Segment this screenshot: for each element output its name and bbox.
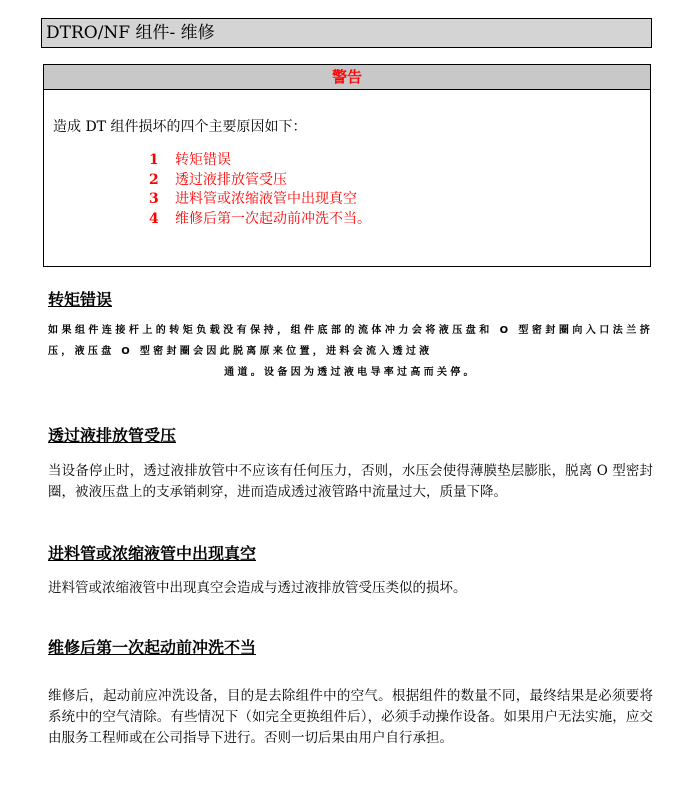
reason-number: 3 bbox=[149, 191, 159, 207]
warning-box bbox=[43, 64, 651, 267]
reason-item bbox=[149, 190, 371, 210]
page-title: DTRO/NF 组件- 维修 bbox=[46, 23, 215, 43]
reason-number: 4 bbox=[149, 210, 159, 227]
section-text-torque-line2: 通道。设备因为透过液电导率过高而关停。 bbox=[224, 367, 477, 378]
section-text-vacuum: 进料管或浓缩液管中出现真空会造成与透过液排放管受压类似的损坏。 bbox=[48, 580, 467, 596]
section-heading-flushing: 维修后第一次起动前冲洗不当 bbox=[48, 638, 257, 657]
reason-text: 进料管或浓缩液管中出现真空 bbox=[175, 191, 357, 207]
section-text-flushing: 维修后，起动前应冲洗设备，目的是去除组件中的空气。根据组件的数量不同，最终结果是必须要将系统中的空气清除。有些情况下（如完全更换组件后），必须手动操作设备。如果用户无法实施，应交由服务工程师或在公司指导下进行。否则一切后果由用户自行承担。 bbox=[48, 688, 653, 746]
reason-number: 2 bbox=[149, 171, 159, 188]
section-text-torque bbox=[48, 320, 653, 383]
page-header bbox=[41, 18, 652, 48]
section-heading-permeate-pressure: 透过液排放管受压 bbox=[48, 426, 177, 445]
section-heading-torque: 转矩错误 bbox=[48, 290, 113, 309]
section-text-torque-line1: 如果组件连接杆上的转矩负载没有保持，组件底部的流体冲力会将液压盘和 O 型密封圈向入口法兰挤压，液压盘 O 型密封圈会因此脱离原来位置，进料会流入透过液 bbox=[48, 325, 653, 357]
warning-title: 警告 bbox=[44, 65, 650, 90]
reason-text: 透过液排放管受压 bbox=[175, 171, 287, 188]
section-text-permeate-pressure: 当设备停止时，透过液排放管中不应该有任何压力，否则，水压会使得薄膜垫层膨胀，脱离 O 型密封圈，被液压盘上的支承销刺穿，进而造成透过液管路中流量过大，质量下降。 bbox=[48, 463, 653, 500]
reason-item bbox=[149, 171, 371, 191]
reason-item bbox=[149, 210, 371, 230]
reason-item bbox=[149, 151, 371, 171]
reason-text: 维修后第一次起动前冲洗不当。 bbox=[175, 210, 371, 227]
reason-list bbox=[149, 151, 371, 229]
section-heading-vacuum: 进料管或浓缩液管中出现真空 bbox=[48, 544, 257, 563]
warning-intro: 造成 DT 组件损坏的四个主要原因如下： bbox=[53, 119, 307, 135]
reason-number: 1 bbox=[149, 152, 159, 168]
reason-text: 转矩错误 bbox=[175, 152, 231, 168]
